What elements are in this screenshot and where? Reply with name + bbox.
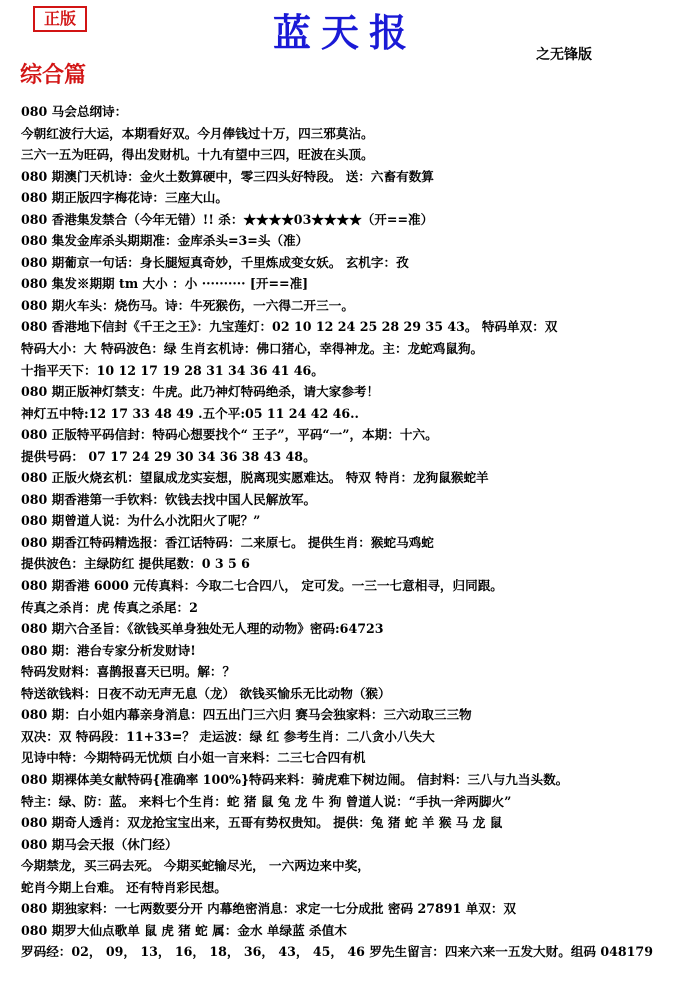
text-line: 080 集发金库杀头期期准：金库杀头=3=头（准）	[21, 233, 309, 249]
text-line: 罗码经：02， 09， 13， 16， 18， 36， 43， 45， 46 罗先生留言：四来六来一五发大财。组码 048179	[21, 944, 653, 960]
text-line: 080 期葡京一句话：身长腿短真奇妙，千里炼成变女妖。 玄机字：孜	[21, 254, 409, 270]
text-line: 080 期正版神灯禁支：牛虎。此乃神灯特码绝杀，请大家参考！	[21, 384, 380, 400]
text-line: 神灯五中特:12 17 33 48 49 .五个平:05 11 24 42 46..	[21, 405, 359, 421]
text-line: 今期禁龙，买三码去死。 今期买蛇输尽光， 一六两边来中奖，	[21, 858, 370, 874]
text-line: 080 期奇人透肖：双龙抢宝宝出来，五哥有势权贵知。 提供：兔 猪 蛇 羊 猴 马 龙 鼠	[21, 815, 503, 831]
text-line: 080 期正版四字梅花诗：三座大山。	[21, 190, 228, 206]
text-line: 特码发财料：喜鹊报喜天已明。解：？	[21, 664, 236, 680]
text-line: 传真之杀肖：虎 传真之杀尾：2	[21, 599, 198, 615]
text-line: 双决：双 特码段：11+33=？ 走运波：绿 红 参考生肖：二八贪小八失大	[21, 728, 435, 744]
text-line: 080 集发※期期 tm 大小 ：小 ·········· [开==准]	[21, 276, 309, 292]
text-line: 080 期曾道人说：为什么小沈阳火了呢？”	[21, 513, 261, 529]
text-line: 080 期：港台专家分析发财诗!	[21, 642, 196, 658]
text-line: 080 期火车头：烧伤马。诗：牛死猴伤，一六得二开三一。	[21, 297, 354, 313]
text-line: 080 期香港第一手钦料：钦钱去找中国人民解放军。	[21, 491, 317, 507]
text-line: 今朝红波行大运，本期看好双。今月俸钱过十万，四三邪莫沾。	[21, 125, 374, 141]
article-body	[21, 101, 686, 963]
text-line: 080 马会总纲诗：	[21, 104, 128, 119]
text-line: 080 期裸体美女献特码{准确率 100%}特码来料：骑虎难下树边闹。 信封料：三八与九当头数。	[21, 771, 569, 787]
text-line: 蛇肖今期上台难。 还有特肖彩民想。	[21, 879, 227, 895]
text-line: 特主：绿、防：蓝。 来料七个生肖：蛇 猪 鼠 兔 龙 牛 狗 曾道人说：“手执一斧两脚火”	[21, 793, 512, 809]
text-line: 080 期六合圣旨：《欲钱买单身独处无人理的动物》密码:64723	[21, 621, 384, 637]
text-line: 三六一五为旺码，得出发财机。十九有望中三四，旺波在头顶。	[21, 147, 374, 163]
text-line: 十指平天下：10 12 17 19 28 31 34 36 41 46。	[21, 362, 324, 378]
text-line: 080 期罗大仙点歌单 鼠 虎 猪 蛇 属：金水 单绿蓝 杀值木	[21, 922, 347, 938]
text-line: 特送欲钱料：日夜不动无声无息（龙） 欲钱买愉乐无比动物（猴）	[21, 685, 391, 701]
text-line: 080 期独家料：一七两数要分开 内幕绝密消息：求定一七分成批 密码 27891 单双：双	[21, 901, 517, 917]
text-line: 特码大小：大 特码波色：绿 生肖玄机诗：佛口猪心，幸得神龙。主：龙蛇鸡鼠狗。	[21, 341, 484, 357]
text-line: 提供号码： 07 17 24 29 30 34 36 38 43 48。	[21, 448, 316, 464]
text-line: 080 期香江特码精选报：香江话特码：二来原七。 提供生肖：猴蛇马鸡蛇	[21, 534, 434, 550]
text-line: 见诗中特：今期特码无忧烦 白小姐一言来料：二三七合四有机	[21, 750, 366, 766]
text-line: 080 香港集发禁合（今年无错）!! 杀：★★★★03★★★★（开==准）	[21, 211, 434, 227]
text-line: 080 期：白小姐内幕亲身消息：四五出门三六归 赛马会独家料：三六动取三三物	[21, 707, 472, 723]
text-line: 080 正版火烧玄机：望鼠成龙实妄想，脱离现实愿难达。 特双 特肖：龙狗鼠猴蛇羊	[21, 470, 489, 486]
section-title: 综合篇	[20, 62, 87, 88]
edition-label: 之无锋版	[536, 47, 592, 63]
text-line: 080 期马会天报（休门经）	[21, 836, 178, 852]
text-line: 080 正版特平码信封：特码心想要找个“ 王子”，平码“一”，本期：十六。	[21, 427, 438, 443]
text-line: 提供波色：主绿防红 提供尾数：0 3 5 6	[21, 556, 250, 572]
authentic-badge: 正版	[33, 6, 87, 32]
text-line: 080 期澳门天机诗：金火土数算硬中，零三四头好特段。 送：六畜有数算	[21, 168, 434, 184]
newspaper-title: 蓝天报	[272, 10, 417, 55]
text-line: 080 香港地下信封《千王之王》：九宝莲灯：02 10 12 24 25 28 29 35 43。 特码单双：双	[21, 319, 558, 335]
text-line: 080 期香港 6000 元传真料：今取二七合四八， 定可发。一三一七意相寻，归同跟。	[21, 578, 503, 594]
